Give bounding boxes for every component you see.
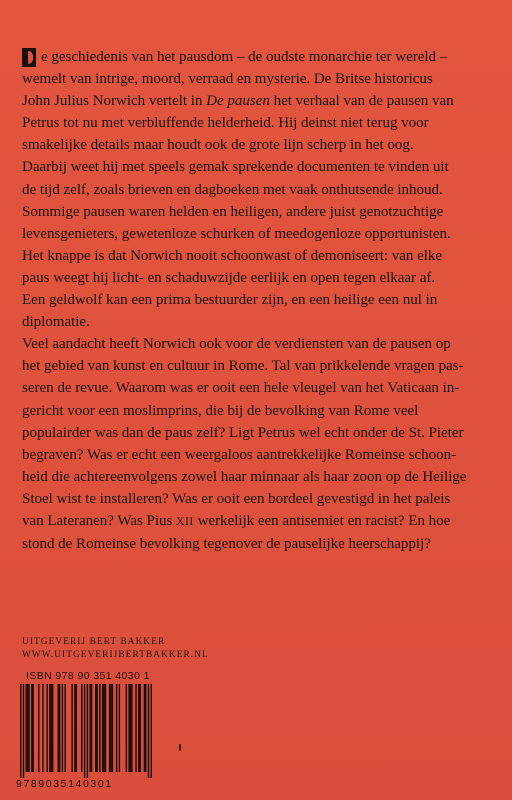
blurb-line: Het knappe is dat Norwich nooit schoonwast of demoniseert: van elke bbox=[22, 247, 443, 264]
barcode-bar bbox=[62, 684, 63, 772]
barcode-bar bbox=[103, 684, 104, 772]
barcode-bar bbox=[46, 684, 47, 772]
barcode-bar bbox=[31, 684, 32, 772]
barcode-bar bbox=[128, 684, 129, 772]
barcode-bar bbox=[52, 684, 53, 772]
barcode-bar bbox=[139, 684, 140, 772]
print-speck bbox=[179, 744, 181, 751]
blurb-line: stond de Romeinse bevolking tegenover de pauselijke heerschappij? bbox=[22, 536, 431, 553]
barcode-bar bbox=[58, 684, 59, 772]
publisher-info bbox=[22, 636, 209, 662]
barcode-bar bbox=[119, 684, 120, 772]
blurb-line: begraven? Was er echt een weergaloos aantrekkelijke Romeinse schoon- bbox=[22, 446, 457, 463]
barcode-bar bbox=[28, 684, 29, 772]
barcode-bar bbox=[112, 684, 113, 772]
barcode-bar bbox=[59, 684, 60, 772]
barcode-bar bbox=[89, 684, 90, 772]
barcode-bar bbox=[23, 684, 24, 778]
blurb-line: seren de revue. Waarom was er ooit een hele vleugel van het Vaticaan in- bbox=[22, 380, 460, 397]
barcode-bar bbox=[91, 684, 92, 772]
blurb-line: smakelijke details maar houdt ook de grote lijn scherp in het oog. bbox=[22, 137, 414, 154]
dropcap-d bbox=[22, 48, 36, 67]
barcode-bar bbox=[76, 684, 77, 772]
barcode-bar bbox=[71, 684, 72, 772]
blurb-line: het gebied van kunst en cultuur in Rome. Tal van prikkelende vragen pas- bbox=[22, 358, 464, 375]
barcode-bar bbox=[42, 684, 43, 772]
cover-blurb bbox=[22, 46, 494, 555]
barcode-bar bbox=[95, 684, 96, 772]
barcode-bar bbox=[145, 684, 146, 772]
barcode-bar bbox=[110, 684, 111, 772]
barcode-bar bbox=[99, 684, 100, 772]
barcode-bar bbox=[20, 684, 21, 778]
barcode-digits: 9789035140301 bbox=[16, 778, 113, 790]
blurb-line: heid die achtereenvolgens zowel haar minnaar als haar zoon op de Heilige bbox=[22, 468, 467, 485]
isbn-label: ISBN 978 90 351 4030 1 bbox=[26, 670, 150, 682]
barcode-bar bbox=[96, 684, 97, 772]
barcode-bar bbox=[144, 684, 145, 772]
barcode-bar bbox=[105, 684, 106, 772]
barcode-bar bbox=[49, 684, 50, 772]
blurb-line: wemelt van intrige, moord, verraad en mysterie. De Britse historicus bbox=[22, 71, 433, 88]
blurb-paragraph-1 bbox=[22, 46, 494, 333]
barcode-bar bbox=[84, 684, 85, 778]
barcode-bar bbox=[26, 684, 27, 772]
publisher-name: UITGEVERIJ BERT BAKKER bbox=[22, 637, 166, 647]
blurb-paragraph-2 bbox=[22, 333, 494, 555]
barcode-bar bbox=[131, 684, 132, 772]
barcode-bar bbox=[109, 684, 110, 772]
blurb-line: Daarbij weet hij met speels gemak sprekende documenten te vinden uit bbox=[22, 159, 449, 176]
barcode-bar bbox=[87, 684, 88, 778]
barcode-bar bbox=[64, 684, 65, 772]
blurb-line: Veel aandacht heeft Norwich ook voor de verdiensten van de pausen op bbox=[22, 336, 451, 353]
blurb-line: van Lateranen? Was Pius XII werkelijk een antisemiet en racist? En hoe bbox=[22, 512, 451, 529]
barcode-bar bbox=[126, 684, 127, 772]
blurb-line: populairder was dan de paus zelf? Ligt Petrus wel echt onder de St. Pieter bbox=[22, 424, 464, 441]
blurb-line: diplomatie. bbox=[22, 314, 90, 331]
blurb-line: Sommige pausen waren helden en heiligen, andere juist genotzuchtige bbox=[22, 203, 444, 220]
barcode-bar bbox=[38, 684, 39, 772]
barcode-bar bbox=[148, 684, 149, 778]
barcode-bar bbox=[102, 684, 103, 772]
blurb-line: levensgenieters, gewetenloze schurken of meedogenloze opportunisten. bbox=[22, 225, 451, 242]
barcode-bar bbox=[51, 684, 52, 772]
barcode-bar bbox=[27, 684, 28, 772]
barcode-bar bbox=[138, 684, 139, 772]
blurb-line: gericht voor een moslimprins, die bij de bevolking van Rome veel bbox=[22, 402, 419, 419]
blurb-line: e geschiedenis van het pausdom – de oudste monarchie ter wereld – bbox=[41, 49, 448, 65]
publisher-website: WWW.UITGEVERIJBERTBAKKER.NL bbox=[22, 650, 209, 660]
barcode-bar bbox=[151, 684, 152, 778]
barcode-bar bbox=[116, 684, 117, 772]
barcode-bar bbox=[74, 684, 75, 772]
barcode-bar bbox=[135, 684, 136, 772]
blurb-line: paus weegt hij licht- en schaduwzijde eerlijk en open tegen elkaar af. bbox=[22, 269, 436, 286]
blurb-line: de tijd zelf, zoals brieven en dagboeken met vaak onthutsende inhoud. bbox=[22, 181, 443, 198]
blurb-line: Een geldwolf kan een prima bestuurder zijn, en een heilige een nul in bbox=[22, 292, 438, 309]
blurb-line: Stoel wist te installeren? Was er ooit een bordeel gevestigd in het paleis bbox=[22, 490, 451, 507]
blurb-line: Petrus tot nu met verbluffende helderheid. Hij deinst niet terug voor bbox=[22, 115, 429, 132]
barcode-bar bbox=[130, 684, 131, 772]
blurb-line: John Julius Norwich vertelt in De pausen het verhaal van de pausen van bbox=[22, 93, 454, 110]
barcode-bar bbox=[33, 684, 34, 772]
isbn-barcode bbox=[20, 684, 152, 778]
barcode-bar bbox=[81, 684, 82, 772]
